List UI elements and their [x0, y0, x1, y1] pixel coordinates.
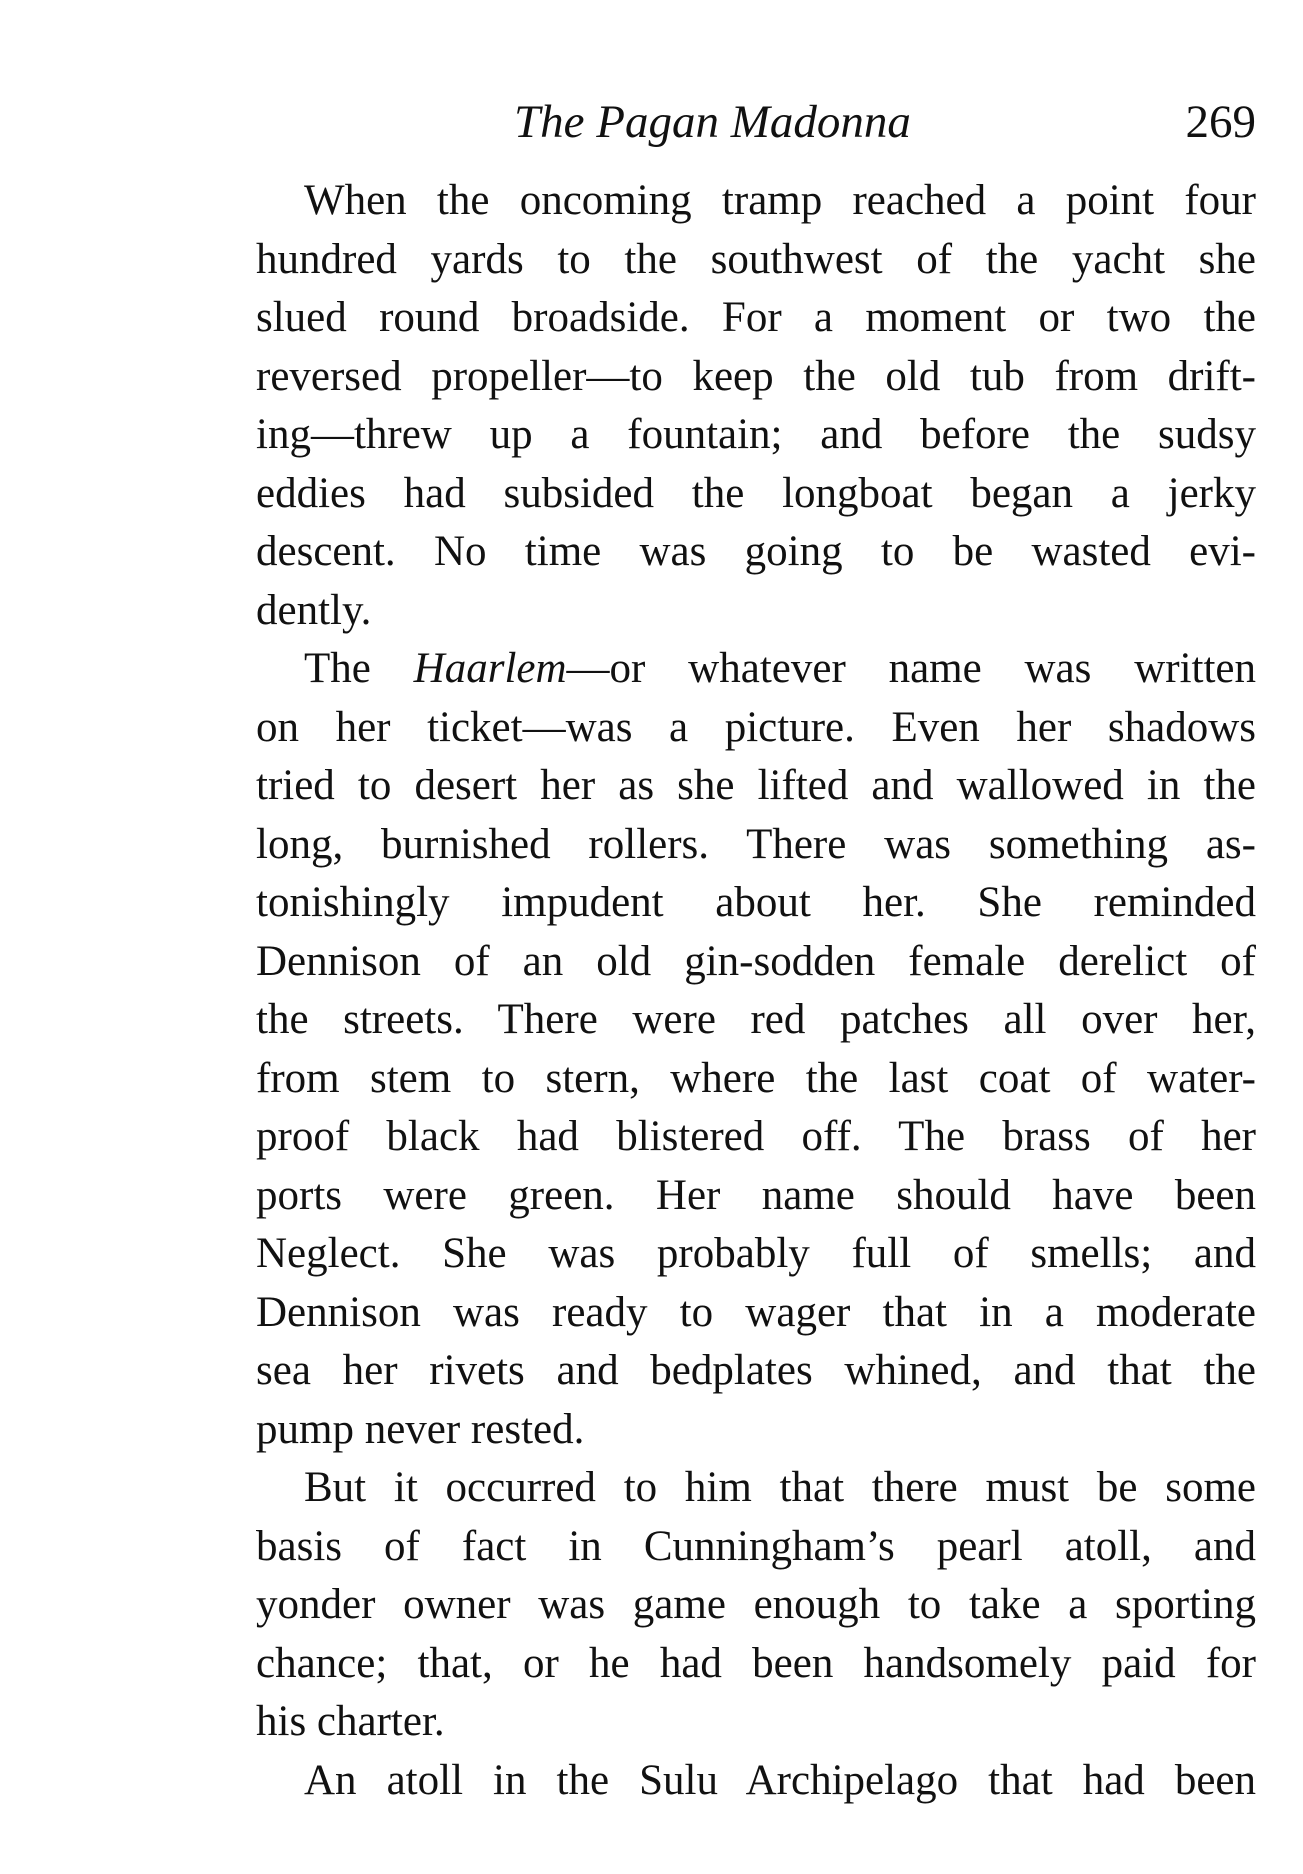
text-line: When the oncoming tramp reached a point four — [304, 177, 1256, 224]
text-line: An atoll in the Sulu Archipelago that had been — [304, 1756, 1256, 1804]
text-line: chance; that, or he had been handsomely paid for — [256, 1639, 1256, 1687]
text-line: pump never rested. — [256, 1405, 585, 1453]
text-line: basis of fact in Cunningham’s pearl atoll, and — [256, 1522, 1256, 1570]
paragraph-4 — [256, 1752, 1256, 1811]
text-line: on her ticket—was a picture. Even her shadows — [256, 703, 1256, 751]
text-line: hundred yards to the southwest of the yacht she — [256, 235, 1256, 283]
ship-name-italic: Haarlem — [413, 645, 567, 692]
text-fragment: —or whatever name was written — [566, 645, 1256, 692]
text-line: eddies had subsided the longboat began a jerky — [256, 469, 1256, 517]
text-line: yonder owner was game enough to take a sporting — [256, 1581, 1256, 1628]
text-line: ing—threw up a fountain; and before the sudsy — [256, 411, 1256, 458]
text-line: reversed propeller—to keep the old tub from drift- — [256, 352, 1256, 400]
text-line — [256, 640, 1256, 699]
paragraph-3 — [256, 1459, 1256, 1752]
text-line: proof black had blistered off. The brass of her — [256, 1113, 1256, 1160]
text-line: his charter. — [256, 1698, 445, 1745]
text-line: descent. No time was going to be wasted evi- — [256, 528, 1256, 575]
text-line: Dennison was ready to wager that in a moderate — [256, 1288, 1256, 1336]
running-head — [256, 92, 1256, 152]
text-line: tried to desert her as she lifted and wallowed in the — [256, 762, 1256, 809]
text-line: Neglect. She was probably full of smells; and — [256, 1230, 1256, 1277]
text-line: tonishingly impudent about her. She reminded — [256, 879, 1256, 926]
paragraph-1 — [256, 172, 1256, 640]
text-line: dently. — [256, 586, 372, 634]
text-line: from stem to stern, where the last coat of water- — [256, 1054, 1256, 1102]
paragraph-2 — [256, 640, 1256, 1459]
page-number: 269 — [1185, 96, 1256, 148]
running-title: The Pagan Madonna — [514, 96, 911, 148]
text-line: ports were green. Her name should have been — [256, 1171, 1256, 1219]
text-line: slued round broadside. For a moment or two the — [256, 294, 1256, 341]
text-fragment: The — [304, 645, 414, 692]
text-line: the streets. There were red patches all over her, — [256, 996, 1256, 1043]
text-line: Dennison of an old gin-sodden female derelict of — [256, 937, 1256, 985]
text-line: long, burnished rollers. There was something as- — [256, 820, 1256, 868]
body-text — [256, 172, 1256, 1810]
text-line: But it occurred to him that there must be some — [304, 1464, 1256, 1511]
text-line: sea her rivets and bedplates whined, and that the — [256, 1347, 1256, 1394]
